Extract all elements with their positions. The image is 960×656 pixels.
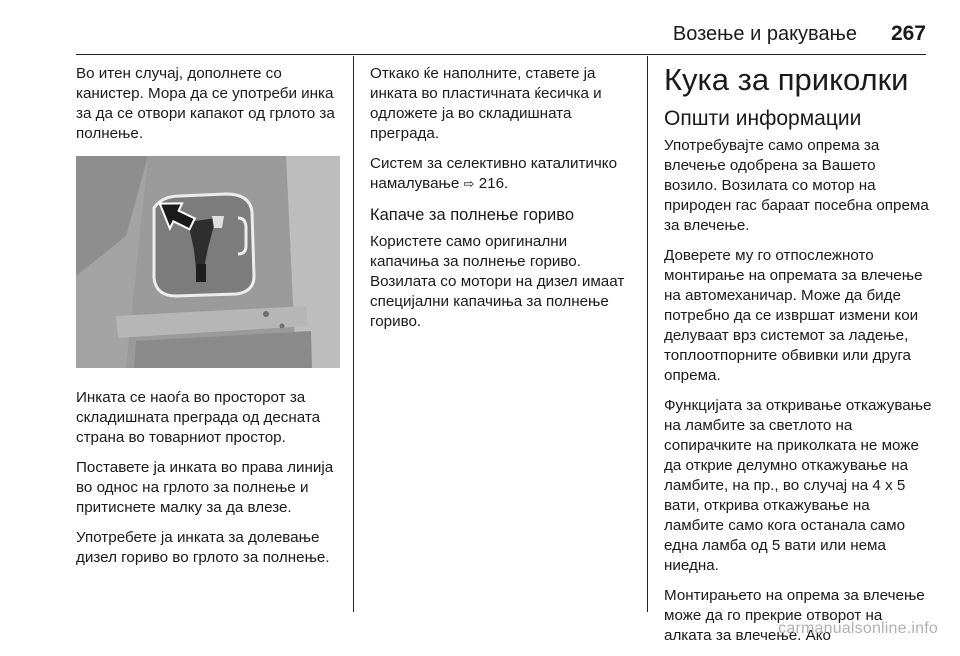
paragraph: Монтирањето на опрема за влечење може да го прекрие отворот на алката за влечење. Ако bbox=[664, 587, 925, 644]
column-divider-1 bbox=[353, 56, 354, 612]
cargo-area-funnel-photo bbox=[76, 156, 340, 368]
column-divider-2 bbox=[647, 56, 648, 612]
subsection-heading: Капаче за полнење гориво bbox=[370, 206, 575, 224]
page-reference-arrow-icon: ⇨ bbox=[463, 176, 475, 191]
paragraph: Поставете ја инката во права линија во однос на грлото за полнење и притиснете малку за да влезе. bbox=[76, 459, 334, 516]
section-title: Возење и ракување bbox=[672, 23, 857, 45]
paragraph: Во итен случај, дополнете со канистер. Мора да се употреби инка за да се отвори капакот од грлото за полнење. bbox=[76, 65, 335, 142]
paragraph: Доверете му го отпослежното монтирање на опремата за влечење на автомеханичар. Може да биде потребно да се извршат измени кои делуваат врз системот за ладење, топлоотпорните обвивки или друга опрема. bbox=[664, 247, 923, 384]
subsection-heading: Општи информации bbox=[664, 107, 862, 130]
reference-page[interactable]: 216. bbox=[478, 175, 509, 192]
paragraph: Откако ќе наполните, ставете ја инката во пластичната ќесичка и одложете ја во складишната преграда. bbox=[370, 65, 602, 142]
reference-text: Систем за селективно каталитичко намалување bbox=[370, 155, 618, 192]
paragraph: Функцијата за откривање откажување на ламбите за светлото на сопирачките на приколката не може да открие делумно откажување на ламбите, на пр., во случај на 4 x 5 вати, открива откажување на ламбите само кога останала само една ламба од 5 вати или нема ниедна. bbox=[664, 397, 932, 574]
column-2 bbox=[370, 64, 634, 342]
paragraph: Употребете ја инката за долевање дизел гориво во грлото за полнење. bbox=[76, 529, 330, 566]
column-1 bbox=[76, 64, 340, 578]
page-header bbox=[0, 22, 926, 52]
header-rule bbox=[76, 54, 926, 55]
paragraph: Употребувајте само опрема за влечење одобрена за Вашето возило. Возилата со мотор на природен гас бараат посебна опрема за влечење. bbox=[664, 137, 929, 234]
paragraph-with-reference bbox=[370, 154, 634, 194]
column-3 bbox=[664, 62, 932, 656]
funnel-storage-illustration bbox=[76, 156, 340, 368]
paragraph: Користете само оригинални капачиња за полнење гориво. Возилата со мотори на дизел имаат специјални капачиња за полнење гориво. bbox=[370, 233, 625, 330]
watermark: carmanualsonline.info bbox=[778, 620, 938, 637]
paragraph: Инката се наоѓа во просторот за складишната преграда од десната страна во товарниот простор. bbox=[76, 389, 321, 446]
page-number: 267 bbox=[890, 22, 926, 45]
section-heading: Кука за приколки bbox=[664, 62, 909, 97]
